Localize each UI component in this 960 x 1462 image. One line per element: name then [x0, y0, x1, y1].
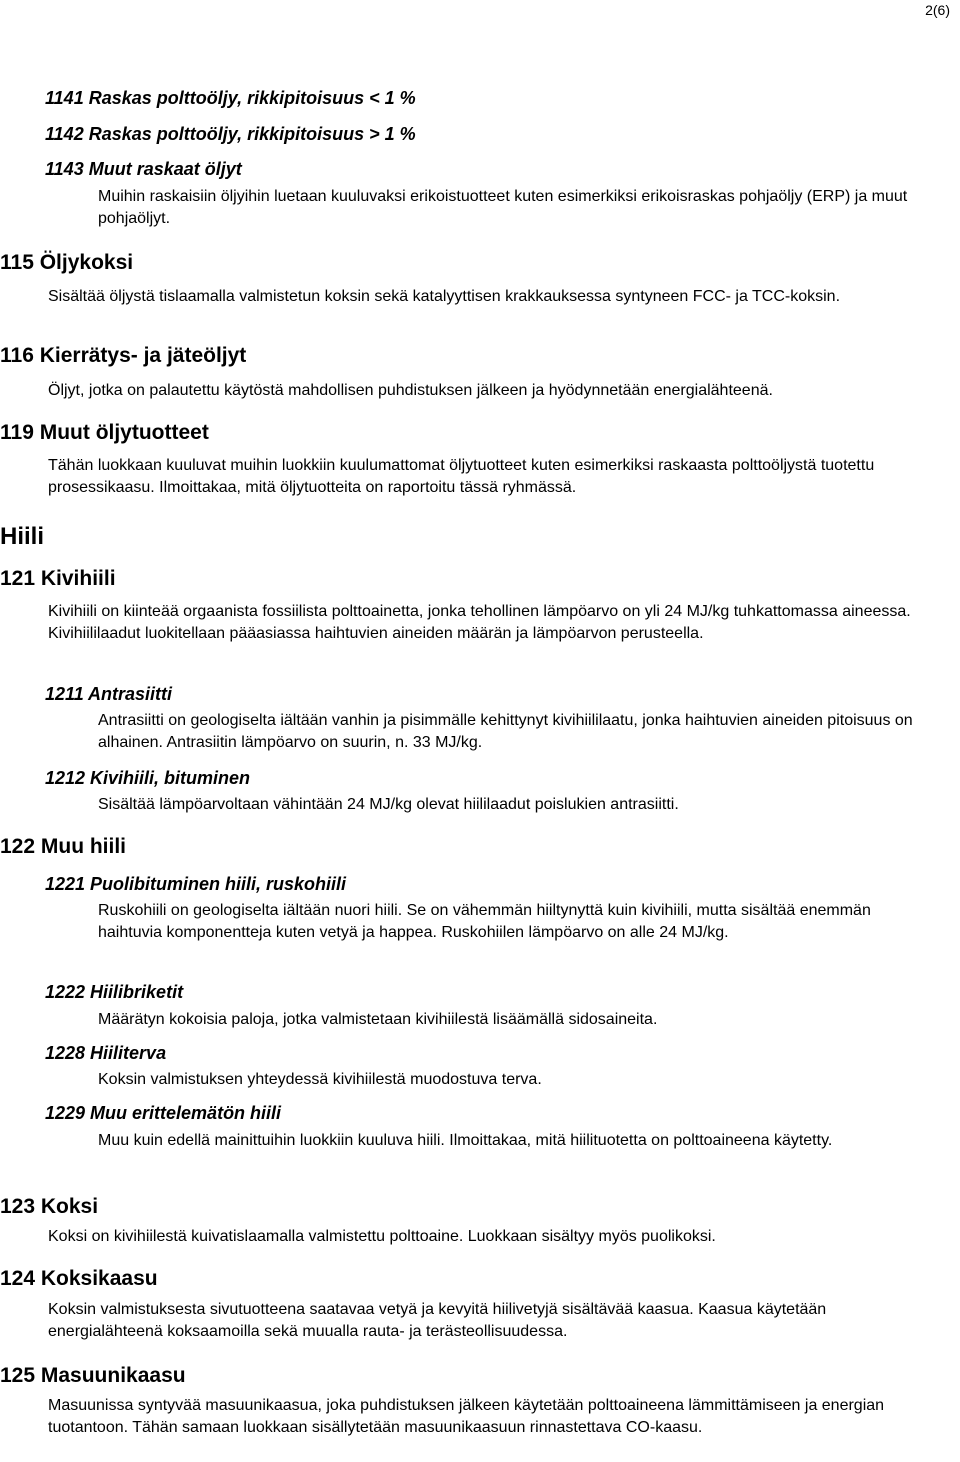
paragraph-115: Sisältää öljystä tislaamalla valmistetun koksin sekä katalyyttisen krakkauksessa syntyneen FCC- ja TCC-koksin. [48, 288, 841, 305]
heading-1229: 1229 Muu erittelemätön hiili [45, 1103, 282, 1123]
heading-116: 116 Kierrätys- ja jäteöljyt [0, 344, 247, 367]
paragraph-1143: Muihin raskaisiin öljyihin luetaan kuuluvaksi erikoistuotteet kuten esimerkiksi erikoisraskas pohjaöljy (ERP) ja muut pohjaöljyt. [98, 188, 908, 227]
paragraph-124: Koksin valmistuksesta sivutuotteena saatavaa vetyä ja kevyitä hiilivetyjä sisältävää kaasua. Kaasua käytetään energialähteenä koksaamoilla sekä muualla rauta- ja terästeollisuudessa. [48, 1301, 827, 1340]
paragraph-1229: Muu kuin edellä mainittuihin luokkiin kuuluva hiili. Ilmoittakaa, mitä hiilituotetta on polttoaineena käytetty. [98, 1132, 833, 1149]
page-number: 2(6) [925, 2, 950, 18]
heading-hiili: Hiili [0, 523, 45, 550]
heading-1212: 1212 Kivihiili, bituminen [45, 768, 251, 788]
heading-115: 115 Öljykoksi [0, 251, 134, 274]
paragraph-119: Tähän luokkaan kuuluvat muihin luokkiin kuulumattomat öljytuotteet kuten esimerkiksi raskaasta polttoöljystä tuotettu prosessikaasu. Ilmoittakaa, mitä öljytuotteita on raportoitu tässä ryhmässä. [48, 457, 875, 496]
heading-1221: 1221 Puolibituminen hiili, ruskohiili [45, 874, 347, 894]
heading-122: 122 Muu hiili [0, 835, 127, 858]
paragraph-123: Koksi on kivihiilestä kuivatislaamalla valmistettu polttoaine. Luokkaan sisältyy myös puolikoksi. [48, 1228, 716, 1245]
paragraph-1212: Sisältää lämpöarvoltaan vähintään 24 MJ/kg olevat hiililaadut poislukien antrasiitti. [98, 796, 679, 813]
heading-1222: 1222 Hiilibriketit [45, 982, 184, 1002]
heading-119: 119 Muut öljytuotteet [0, 421, 209, 444]
paragraph-121: Kivihiili on kiinteää orgaanista fossiilista polttoainetta, jonka tehollinen lämpöarvo on yli 24 MJ/kg tuhkattomassa aineessa. Kivihiililaadut luokitellaan pääasiassa haihtuvien aineiden määrän ja lämpöarvon perusteella. [48, 603, 911, 642]
heading-124: 124 Koksikaasu [0, 1267, 158, 1290]
heading-125: 125 Masuunikaasu [0, 1364, 186, 1387]
heading-1141: 1141 Raskas polttoöljy, rikkipitoisuus < 1 % [45, 88, 416, 108]
paragraph-1228: Koksin valmistuksen yhteydessä kivihiilestä muodostuva terva. [98, 1071, 542, 1088]
heading-1142: 1142 Raskas polttoöljy, rikkipitoisuus > 1 % [45, 124, 416, 144]
heading-123: 123 Koksi [0, 1195, 99, 1218]
paragraph-1221: Ruskohiili on geologiselta iältään nuori hiili. Se on vähemmän hiiltynyttä kuin kivihiili, mutta sisältää enemmän haihtuvia komponentteja kuten vetyä ja happea. Ruskohiilen lämpöarvo on alle 24 MJ/kg. [98, 902, 871, 941]
paragraph-1211: Antrasiitti on geologiselta iältään vanhin ja pisimmälle kehittynyt kivihiililaatu, jonka haihtuvien aineiden pitoisuus on alhainen. Antrasiitin lämpöarvo on suurin, n. 33 MJ/kg. [98, 712, 913, 751]
paragraph-1222: Määrätyn kokoisia paloja, jotka valmistetaan kivihiilestä lisäämällä sidosaineita. [98, 1011, 658, 1028]
heading-121: 121 Kivihiili [0, 567, 116, 590]
heading-1143: 1143 Muut raskaat öljyt [45, 159, 242, 179]
paragraph-116: Öljyt, jotka on palautettu käytöstä mahdollisen puhdistuksen jälkeen ja hyödynnetään energialähteenä. [48, 382, 773, 399]
paragraph-125: Masuunissa syntyvää masuunikaasua, joka puhdistuksen jälkeen käytetään polttoaineena lämmittämiseen ja energian tuotantoon. Tähän samaan luokkaan sisällytetään masuunikaasuun rinnastettava CO-kaasu. [48, 1397, 885, 1436]
heading-1211: 1211 Antrasiitti [45, 684, 173, 704]
heading-1228: 1228 Hiiliterva [45, 1043, 167, 1063]
